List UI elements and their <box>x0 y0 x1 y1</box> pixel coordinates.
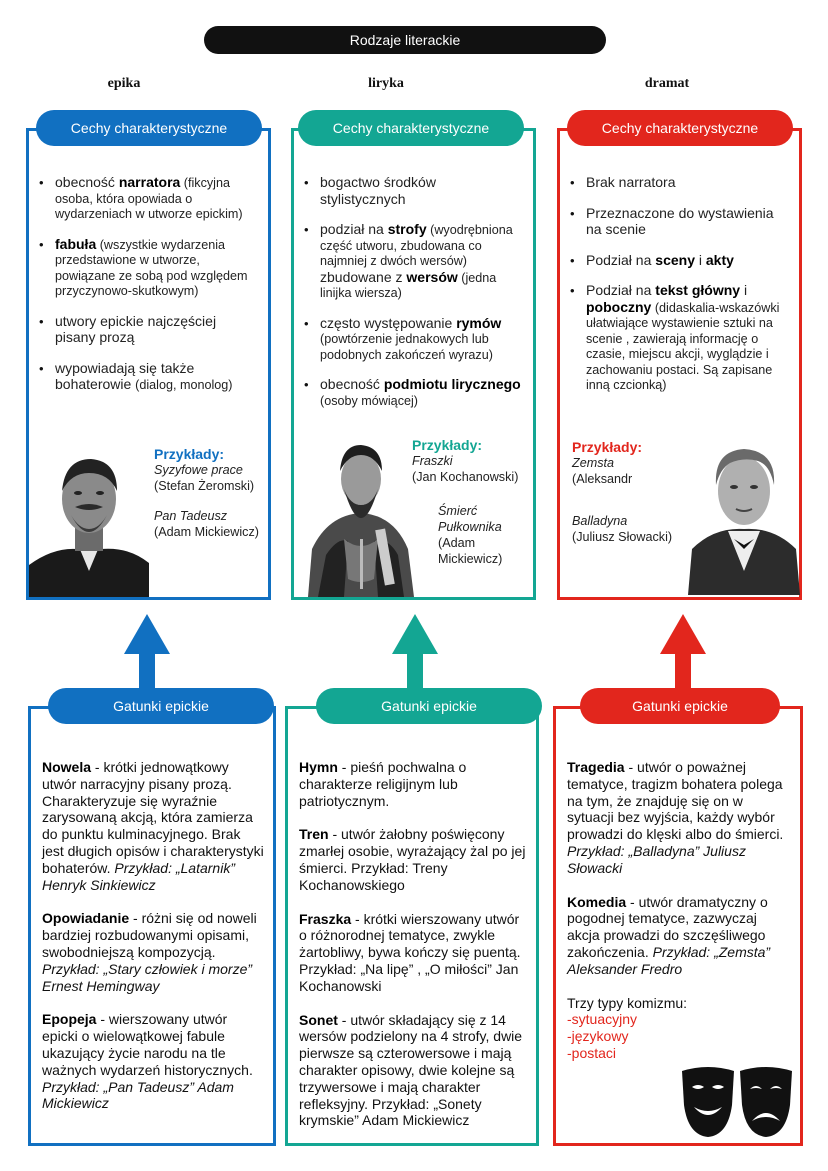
arrow-up-dramat-shaft <box>675 652 691 690</box>
portrait-zeromski <box>29 443 149 597</box>
genre-item: Tren - utwór żałobny poświęcony zmarłej osobie, wyrażający żal po jej śmierci. Przykład: Treny Kochanowskiego <box>299 826 526 893</box>
example-author: (Stefan Żeromski) <box>154 479 255 493</box>
examples-label: Przykłady: <box>572 439 643 455</box>
example-title: Balladyna <box>572 514 628 528</box>
genres-pill-dramat: Gatunki epickie <box>580 688 780 724</box>
arrow-up-icon <box>124 614 170 654</box>
features-card-dramat <box>557 128 802 600</box>
features-pill-epika: Cechy charakterystyczne <box>36 110 262 146</box>
example-author: (Juliusz Słowacki) <box>572 530 673 544</box>
examples-label: Przykłady: <box>154 446 225 462</box>
comedy-type: -językowy <box>567 1028 629 1045</box>
column-heading-epika: epika <box>107 76 141 91</box>
genres-list <box>299 759 528 1146</box>
feature-item: • bogactwo środków stylistycznych <box>302 175 525 208</box>
portrait-fredro <box>688 431 800 595</box>
features-pill-dramat: Cechy charakterystyczne <box>567 110 793 146</box>
feature-item: • obecność podmiotu lirycznego (osoby mówiącej) <box>302 377 525 409</box>
features-card-liryka <box>291 128 536 600</box>
feature-item: • utwory epickie najczęściej pisany prozą <box>37 314 260 347</box>
genres-list <box>567 759 792 1062</box>
genre-item: Sonet - utwór składający się z 14 wersów podzielony na 4 strofy, dwie pierwsze są czterowersowe i mają charakter opisowy, dwie kolejne są trzywersowe i mają charakter refleksyjny. Przykład: „Sonety krymskie” Adam Mickiewicz <box>299 1011 523 1129</box>
theatre-masks-icon <box>678 1065 796 1139</box>
genre-item: Tragedia - utwór o poważnej tematyce, tragizm bohatera polega na tym, że znajduję się on w sytuacji bez wyjścia, każdy wybór prowadzi do klęski albo do śmierci. Przykład: „Balladyna” Juliusz Słowacki <box>567 759 784 876</box>
feature-item: • Brak narratora <box>568 175 791 192</box>
examples-dramat <box>572 439 682 545</box>
features-list <box>302 175 525 423</box>
arrow-up-icon <box>660 614 706 654</box>
column-heading-dramat: dramat <box>644 76 690 91</box>
genre-item: Epopeja - wierszowany utwór epicki o wielowątkowej fabule ukazujący życie narodu na tle ważnych wydarzeń historycznych. Przykład: „Pan Tadeusz” Adam Mickiewicz <box>42 1011 253 1112</box>
genres-pill-epika: Gatunki epickie <box>48 688 274 724</box>
features-card-epika <box>26 128 271 600</box>
genre-item: Opowiadanie - różni się od noweli bardziej rozbudowanymi opisami, swobodniejszą kompozycją. Przykład: „Stary człowiek i morze” Ernest Hemingway <box>42 910 257 994</box>
example-author: (Aleksandr <box>572 472 633 486</box>
feature-item: • fabuła (wszystkie wydarzenia przedstawione w utworze, powiązane ze sobą pod względem przyczynowo-skutkowym) <box>37 237 260 300</box>
portrait-kochanowski <box>308 429 414 597</box>
feature-item: • Podział na tekst główny i poboczny (didaskalia-wskazówki ułatwiające wystawienie sztuki na scenie , zawierają informację o czasie, miejscu akcji, wyglądzie i zachowaniu postaci. Są zapisane inną czcionką) <box>568 283 791 394</box>
feature-item: • Podział na sceny i akty <box>568 253 791 270</box>
feature-item: • Przeznaczone do wystawienia na scenie <box>568 206 791 239</box>
genres-list <box>42 759 265 1129</box>
feature-item: • podział na strofy (wyodrębniona część utworu, zbudowana co najmniej z dwóch wersów) zbudowane z wersów (jedna linijka wiersza) <box>302 222 525 302</box>
genre-item: Nowela - krótki jednowątkowy utwór narracyjny pisany prozą. Charakteryzuje się wyraźnie zarysowaną akcją, która zamierza do punktu kulminacyjnego. Brak jest długich opisów i charakterystyki bohaterów. Przykład: „Latarnik” Henryk Sinkiewicz <box>42 759 264 893</box>
features-list <box>568 175 791 408</box>
comedy-types <box>567 995 792 1062</box>
column-heading-liryka: liryka <box>368 76 404 91</box>
arrow-up-icon <box>392 614 438 654</box>
genres-card-epika <box>28 706 276 1146</box>
arrow-up-liryka-shaft <box>407 652 423 690</box>
example-title: Śmierć Pułkownika <box>438 504 502 534</box>
example-author: (Adam Mickiewicz) <box>154 525 259 539</box>
example-title: Pan Tadeusz <box>154 509 228 523</box>
comedy-type: -postaci <box>567 1044 617 1061</box>
comedy-type: -sytuacyjny <box>567 1011 638 1028</box>
genre-item: Komedia - utwór dramatyczny o pogodnej tematyce, zazwyczaj akcja prowadzi do szczęśliwego zakończenia. Przykład: „Zemsta” Aleksander Fredro <box>567 893 771 977</box>
example-title: Syzyfowe prace <box>154 463 243 477</box>
arrow-up-epika-shaft <box>139 652 155 690</box>
genres-card-dramat <box>553 706 803 1146</box>
examples-label: Przykłady: <box>412 437 483 453</box>
comedy-types-label: Trzy typy komizmu: <box>567 994 688 1011</box>
features-list <box>37 175 260 408</box>
example-author: (Jan Kochanowski) <box>412 470 519 484</box>
examples-liryka <box>412 437 536 567</box>
features-pill-liryka: Cechy charakterystyczne <box>298 110 524 146</box>
feature-item: • obecność narratora (fikcyjna osoba, która opowiada o wydarzeniach w utworze epickim) <box>37 175 260 223</box>
feature-item: • wypowiadają się także bohaterowie (dialog, monolog) <box>37 361 260 394</box>
genre-item: Fraszka - krótki wierszowany utwór o różnorodnej tematyce, zwykle żartobliwy, bywa kończy się puentą. Przykład: „Na lipę” , „O miłości” Jan Kochanowski <box>299 910 521 994</box>
genres-pill-liryka: Gatunki epickie <box>316 688 542 724</box>
feature-item: • często występowanie rymów (powtórzenie jednakowych lub podobnych zakończeń wyrazu) <box>302 316 525 364</box>
examples-epika <box>154 446 272 540</box>
genre-item: Hymn - pieśń pochwalna o charakterze religijnym lub patriotycznym. <box>299 759 467 809</box>
example-title: Fraszki <box>412 454 453 468</box>
example-title: Zemsta <box>572 456 614 470</box>
example-author: (Adam Mickiewicz) <box>438 536 503 566</box>
genres-card-liryka <box>285 706 539 1146</box>
page-title: Rodzaje literackie <box>204 26 606 54</box>
